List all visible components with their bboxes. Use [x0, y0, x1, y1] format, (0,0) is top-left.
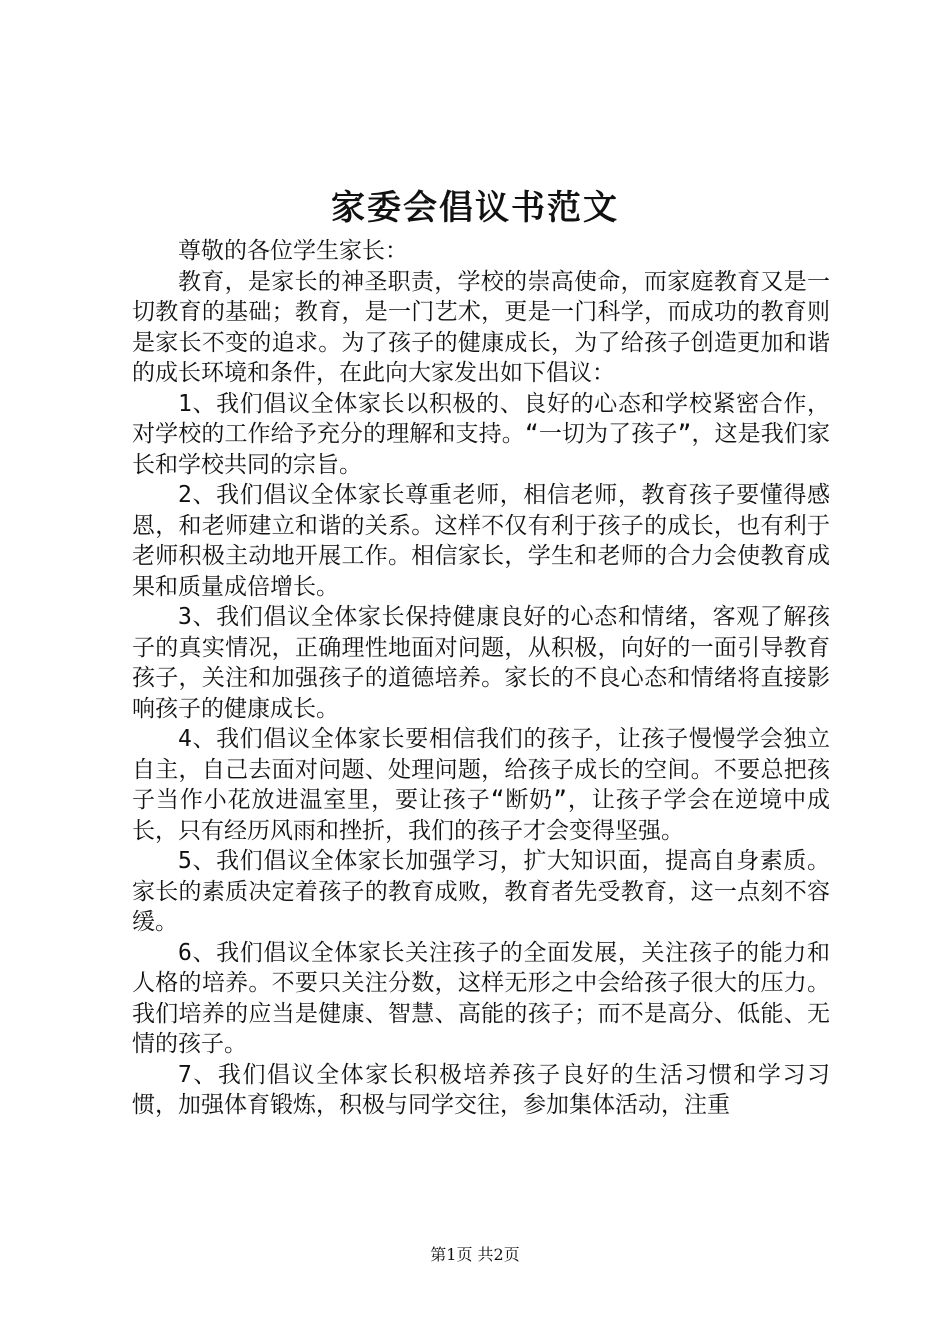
paragraph-intro: 教育，是家长的神圣职责，学校的崇高使命，而家庭教育又是一切教育的基础；教育，是一门艺术，更是一门科学，而成功的教育则是家长不变的追求。为了孩子的健康成长，为了给孩子创造更加和谐的成长环境和条件，在此向大家发出如下倡议： [132, 268, 830, 386]
paragraph-item-3: 3、我们倡议全体家长保持健康良好的心态和情绪，客观了解孩子的真实情况，正确理性地面对问题，从积极，向好的一面引导教育孩子，关注和加强孩子的道德培养。家长的不良心态和情绪将直接影响孩子的健康成长。 [132, 604, 830, 722]
paragraph-item-1: 1、我们倡议全体家长以积极的、良好的心态和学校紧密合作，对学校的工作给予充分的理解和支持。“一切为了孩子”，这是我们家长和学校共同的宗旨。 [132, 390, 830, 478]
document-body [132, 236, 830, 1121]
document-title: 家委会倡议书范文 [331, 188, 619, 228]
paragraph-item-5: 5、我们倡议全体家长加强学习，扩大知识面，提高自身素质。家长的素质决定着孩子的教育成败，教育者先受教育，这一点刻不容缓。 [132, 848, 830, 935]
paragraph-item-7: 7、我们倡议全体家长积极培养孩子良好的生活习惯和学习习惯，加强体育锻炼，积极与同学交往，参加集体活动，注重 [132, 1061, 830, 1118]
paragraph-item-6: 6、我们倡议全体家长关注孩子的全面发展，关注孩子的能力和人格的培养。不要只关注分数，这样无形之中会给孩子很大的压力。我们培养的应当是健康、智慧、高能的孩子；而不是高分、低能、无情的孩子。 [132, 939, 830, 1057]
paragraph-item-2: 2、我们倡议全体家长尊重老师，相信老师，教育孩子要懂得感恩，和老师建立和谐的关系。这样不仅有利于孩子的成长，也有利于老师积极主动地开展工作。相信家长，学生和老师的合力会使教育成果和质量成倍增长。 [132, 482, 830, 600]
salutation: 尊敬的各位学生家长： [178, 238, 408, 264]
paragraph-item-4: 4、我们倡议全体家长要相信我们的孩子，让孩子慢慢学会独立自主，自己去面对问题、处理问题，给孩子成长的空间。不要总把孩子当作小花放进温室里，要让孩子“断奶”，让孩子学会在逆境中成长，只有经历风雨和挫折，我们的孩子才会变得坚强。 [132, 726, 830, 844]
page-number-footer: 第1页 共2页 [430, 1245, 520, 1264]
